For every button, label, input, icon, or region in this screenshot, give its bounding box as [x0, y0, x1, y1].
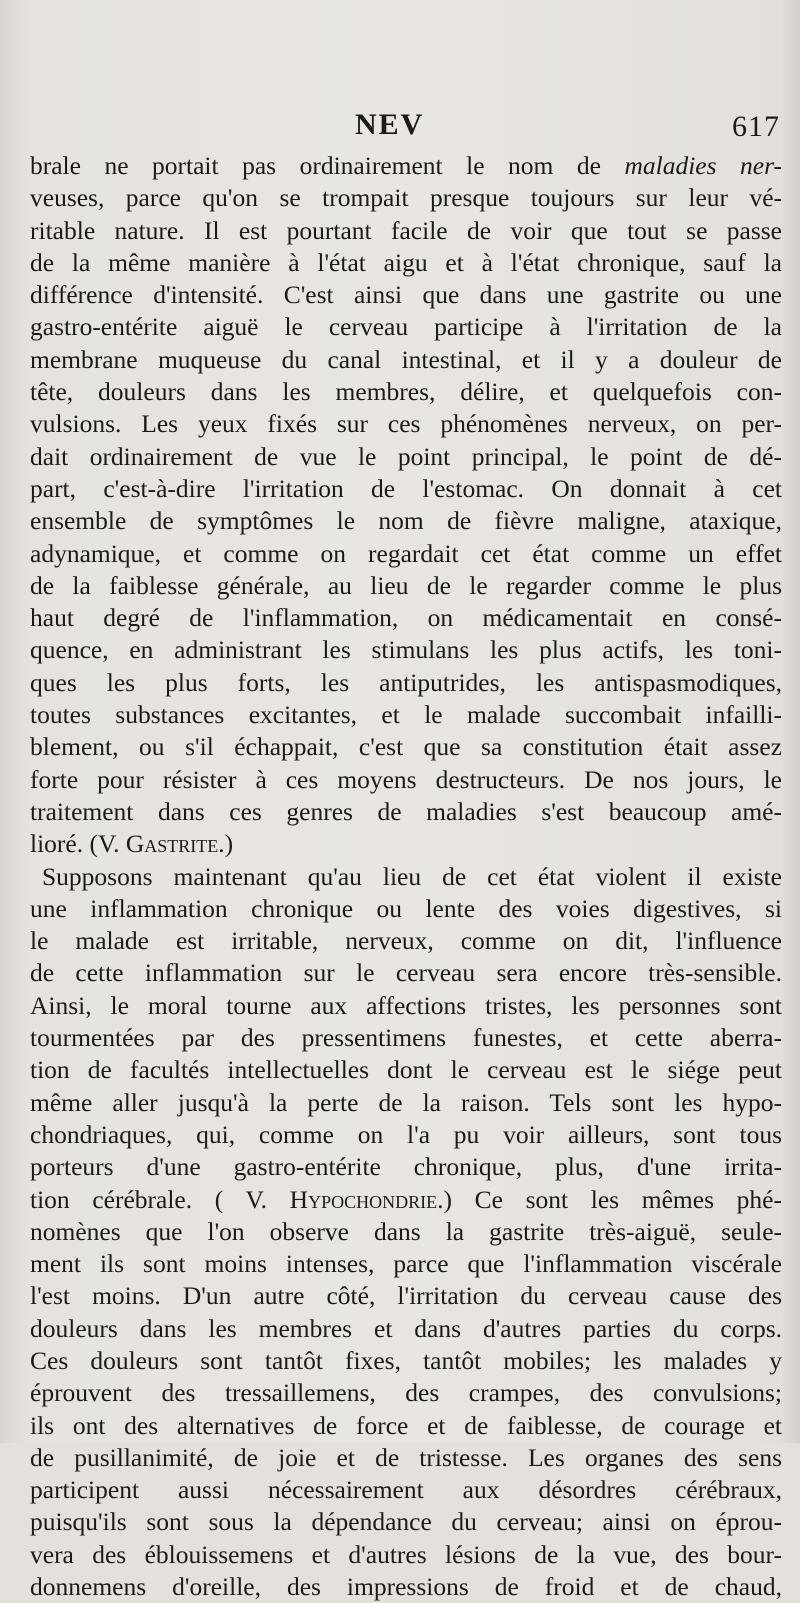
text-line: ment ils sont moins intenses, parce que l'inflammation viscérale [30, 1249, 782, 1279]
text-line: part, c'est-à-dire l'irritation de l'estomac. On donnait à cet [30, 473, 782, 503]
cross-reference: Gastrite. [125, 829, 225, 859]
text-line: une inflammation chronique ou lente des voies digestives, si [30, 893, 782, 923]
body-text [30, 150, 782, 1603]
text-line: différence d'intensité. C'est ainsi que dans une gastrite ou une [30, 280, 782, 310]
running-head: NEV [355, 108, 425, 141]
text-line: tion de facultés intellectuelles dont le cerveau est le siége peut [30, 1055, 782, 1085]
text-line: l'est moins. D'un autre côté, l'irritation du cerveau cause des [30, 1281, 782, 1311]
text-line: lioré. (V. Gastrite.) [30, 829, 234, 859]
text-line: dait ordinairement de vue le point principal, le point de dé- [30, 441, 782, 471]
text-line: blement, ou s'il échappait, c'est que sa constitution était assez [30, 732, 782, 762]
text-line: de cette inflammation sur le cerveau sera encore très-sensible. [30, 958, 782, 988]
text-line: donnemens d'oreille, des impressions de froid et de chaud, [30, 1572, 782, 1602]
text-line: de la faiblesse générale, au lieu de le regarder comme le plus [30, 570, 782, 600]
text-line: même aller jusqu'à la perte de la raison. Tels sont les hypo- [30, 1087, 782, 1117]
text-line: tion cérébrale. ( V. Hypochondrie.) Ce sont les mêmes phé- [30, 1184, 782, 1214]
text-line: vulsions. Les yeux fixés sur ces phénomènes nerveux, on per- [30, 409, 782, 439]
text-line: brale ne portait pas ordinairement le nom de maladies ner- [30, 151, 782, 180]
text-line: membrane muqueuse du canal intestinal, et il y a douleur de [30, 344, 782, 374]
text-line: ensemble de symptômes le nom de fièvre maligne, ataxique, [30, 506, 782, 536]
text-line: Ainsi, le moral tourne aux affections tristes, les personnes sont [30, 990, 782, 1020]
text-line: gastro-entérite aiguë le cerveau participe à l'irritation de la [30, 312, 782, 342]
text-line: adynamique, et comme on regardait cet état comme un effet [30, 538, 782, 568]
text-line: le malade est irritable, nerveux, comme on dit, l'influence [30, 926, 782, 956]
text-line: ques les plus forts, les antiputrides, les antispasmodiques, [30, 667, 782, 697]
text-line: chondriaques, qui, comme on l'a pu voir ailleurs, sont tous [30, 1119, 782, 1149]
text-line: de la même manière à l'état aigu et à l'état chronique, sauf la [30, 247, 782, 277]
text-line: douleurs dans les membres et dans d'autres parties du corps. [30, 1313, 782, 1343]
text-line: haut degré de l'inflammation, on médicamentait en consé- [30, 603, 782, 633]
text-line: toutes substances excitantes, et le malade succombait infailli- [30, 700, 782, 730]
page-number: 617 [732, 110, 780, 143]
text-line: tourmentées par des pressentimens funestes, et cette aberra- [30, 1023, 782, 1053]
text-line: quence, en administrant les stimulans les plus actifs, les toni- [30, 635, 782, 665]
text-line: de pusillanimité, de joie et de tristesse. Les organes des sens [30, 1442, 782, 1472]
text-line: ritable nature. Il est pourtant facile de voir que tout se passe [30, 215, 782, 245]
text-line: ils ont des alternatives de force et de faiblesse, de courage et [30, 1410, 782, 1440]
text-line: éprouvent des tressaillemens, des crampes, des convulsions; [30, 1378, 782, 1408]
page-header [0, 108, 800, 148]
text-line: vera des éblouissemens et d'autres lésions de la vue, des bour- [30, 1539, 782, 1569]
text-line: traitement dans ces genres de maladies s'est beaucoup amé- [30, 796, 782, 826]
text-line: Ces douleurs sont tantôt fixes, tantôt mobiles; les malades y [30, 1345, 782, 1375]
text-line: nomènes que l'on observe dans la gastrite très-aiguë, seule- [30, 1216, 782, 1246]
text-line: tête, douleurs dans les membres, délire, et quelquefois con- [30, 377, 782, 407]
paragraph-start-line: Supposons maintenant qu'au lieu de cet état violent il existe [42, 861, 782, 891]
text-line: participent aussi nécessairement aux désordres cérébraux, [30, 1475, 782, 1505]
italic-term: maladies ner- [624, 151, 782, 180]
text-line: puisqu'ils sont sous la dépendance du cerveau; ainsi on éprou- [30, 1507, 782, 1537]
text-line: porteurs d'une gastro-entérite chronique, plus, d'une irrita- [30, 1152, 782, 1182]
text-line: veuses, parce qu'on se trompait presque toujours sur leur vé- [30, 183, 782, 213]
cross-reference: Hypochondrie. [289, 1184, 444, 1214]
text-line: forte pour résister à ces moyens destructeurs. De nos jours, le [30, 764, 782, 794]
